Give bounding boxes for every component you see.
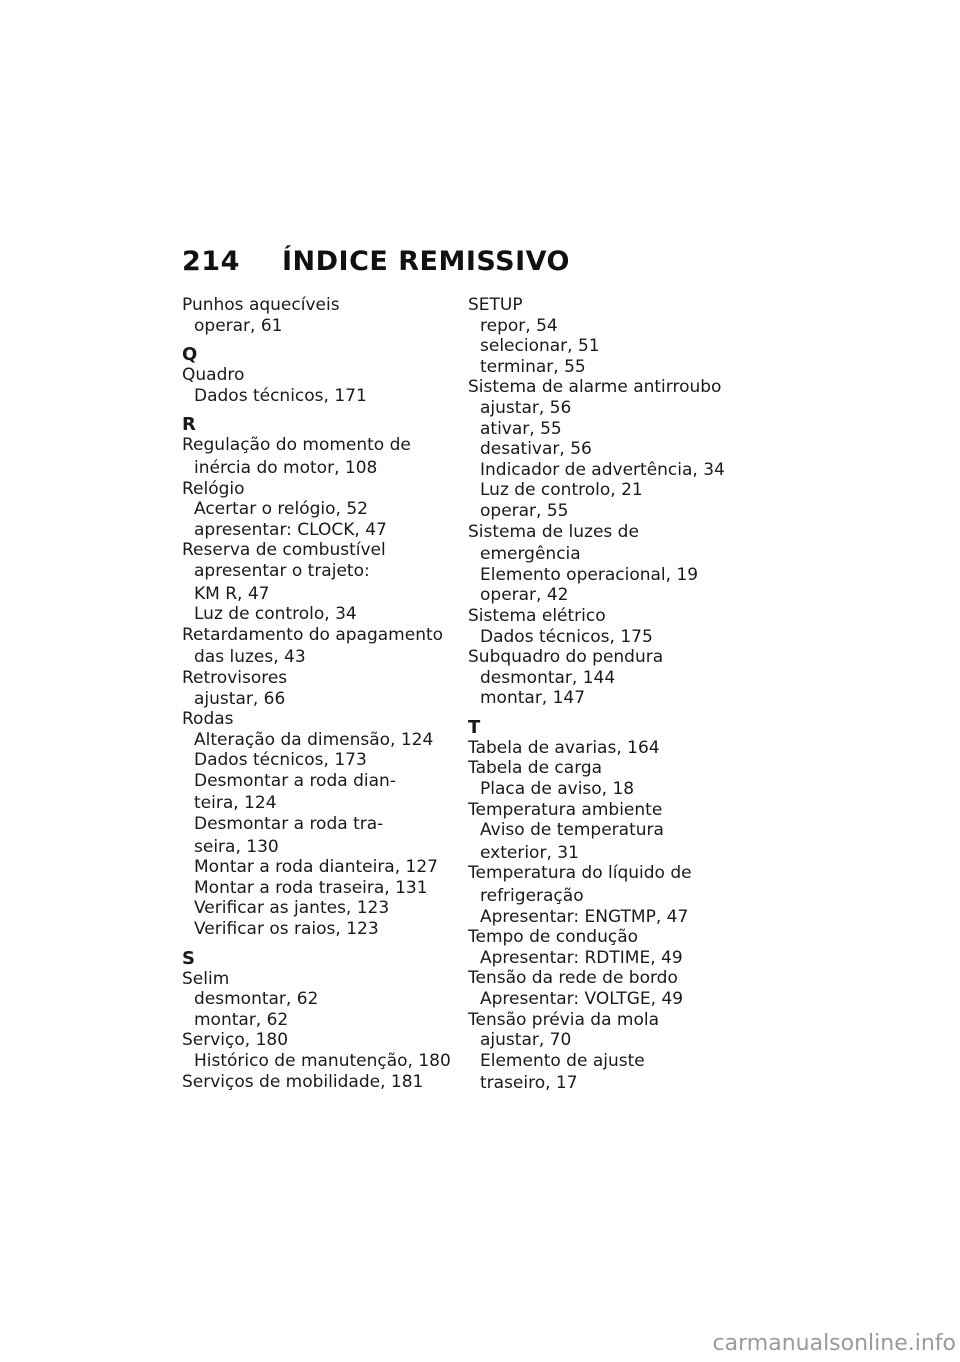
index-subentry: terminar, 55 xyxy=(480,356,586,377)
index-entry: Regulação do momento de xyxy=(182,435,411,456)
index-entry: Tensão da rede de bordo xyxy=(468,968,678,989)
index-subentry: Montar a roda dianteira, 127 xyxy=(194,857,438,878)
page-number: 214 xyxy=(182,246,240,277)
page-header xyxy=(182,246,570,277)
index-subentry: Verificar os raios, 123 xyxy=(194,919,379,940)
index-column-right xyxy=(468,295,748,1094)
index-subentry: Montar a roda traseira, 131 xyxy=(194,877,428,898)
index-entry: Punhos aquecíveis xyxy=(182,295,340,315)
index-entry: Quadro xyxy=(182,365,245,386)
index-entry: Tabela de carga xyxy=(468,758,603,779)
index-entry: Reserva de combustível xyxy=(182,540,386,561)
index-subentry: Apresentar: ENGTMP, 47 xyxy=(480,906,689,927)
index-entry: Sistema elétrico xyxy=(468,605,606,626)
index-subentry: selecionar, 51 xyxy=(480,336,600,357)
index-subentry: teira, 124 xyxy=(194,793,277,814)
index-subentry: traseiro, 17 xyxy=(480,1073,578,1094)
index-subentry: desmontar, 62 xyxy=(194,989,319,1010)
index-entry: Serviço, 180 xyxy=(182,1030,289,1051)
index-subentry: Elemento de ajuste xyxy=(480,1050,645,1071)
index-subentry: KM R, 47 xyxy=(194,583,270,604)
index-subentry: das luzes, 43 xyxy=(194,647,306,668)
index-letter-heading: S xyxy=(182,947,195,969)
index-subentry: Alteração da dimensão, 124 xyxy=(194,729,434,750)
index-entry: Selim xyxy=(182,968,230,989)
index-subentry: operar, 55 xyxy=(480,500,569,521)
index-entry: Tempo de condução xyxy=(468,927,639,948)
index-subentry: Apresentar: RDTIME, 49 xyxy=(480,947,683,968)
index-subentry: Placa de aviso, 18 xyxy=(480,779,635,800)
index-subentry: ajustar, 66 xyxy=(194,688,286,709)
index-entry: Relógio xyxy=(182,478,245,499)
index-subentry: Dados técnicos, 175 xyxy=(480,626,653,647)
index-subentry: desmontar, 144 xyxy=(480,667,616,688)
index-entry: Sistema de alarme antirroubo xyxy=(468,377,722,398)
watermark: carmanualsonline.info xyxy=(712,1331,956,1356)
index-entry: Tabela de avarias, 164 xyxy=(468,737,660,758)
index-subentry: emergência xyxy=(480,544,581,565)
index-entry: Temperatura ambiente xyxy=(468,799,663,820)
index-subentry: Desmontar a roda dian- xyxy=(194,770,396,791)
index-subentry: apresentar o trajeto: xyxy=(194,560,370,581)
index-subentry: Elemento operacional, 19 xyxy=(480,564,699,585)
index-entry: Tensão prévia da mola xyxy=(468,1009,659,1030)
page-title: ÍNDICE REMISSIVO xyxy=(282,246,571,277)
index-subentry: montar, 147 xyxy=(480,688,586,709)
index-letter-heading: R xyxy=(182,414,196,436)
index-subentry: ativar, 55 xyxy=(480,418,562,439)
index-entry: Retrovisores xyxy=(182,667,288,688)
index-subentry: ajustar, 56 xyxy=(480,397,572,418)
index-subentry: Histórico de manutenção, 180 xyxy=(194,1051,451,1071)
index-subentry: Desmontar a roda tra- xyxy=(194,814,384,835)
index-letter-heading: Q xyxy=(182,344,198,366)
index-subentry: Dados técnicos, 173 xyxy=(194,750,367,771)
index-subentry: ajustar, 70 xyxy=(480,1030,572,1051)
index-subentry: apresentar: CLOCK, 47 xyxy=(194,519,387,540)
index-entry: Serviços de mobilidade, 181 xyxy=(182,1071,424,1092)
index-subentry: Dados técnicos, 171 xyxy=(194,385,367,406)
index-subentry: Indicador de advertência, 34 xyxy=(480,459,725,480)
index-entry: SETUP xyxy=(468,295,523,315)
index-subentry: exterior, 31 xyxy=(480,842,579,863)
index-subentry: montar, 62 xyxy=(194,1009,289,1030)
index-subentry: repor, 54 xyxy=(480,315,558,336)
index-subentry: inércia do motor, 108 xyxy=(194,457,378,478)
index-subentry: desativar, 56 xyxy=(480,439,592,460)
index-entry: Temperatura do líquido de xyxy=(468,863,692,884)
index-subentry: Acertar o relógio, 52 xyxy=(194,499,368,520)
index-letter-heading: T xyxy=(468,716,481,738)
index-subentry: Luz de controlo, 34 xyxy=(194,604,357,625)
index-subentry: Luz de controlo, 21 xyxy=(480,480,643,501)
index-entry: Sistema de luzes de xyxy=(468,521,639,542)
index-subentry: Verificar as jantes, 123 xyxy=(194,898,390,919)
index-subentry: operar, 42 xyxy=(480,585,569,606)
index-subentry: Aviso de temperatura xyxy=(480,820,664,841)
index-subentry: Apresentar: VOLTGE, 49 xyxy=(480,989,684,1009)
index-subentry: refrigeração xyxy=(480,886,584,907)
index-subentry: operar, 61 xyxy=(194,315,283,336)
index-subentry: seira, 130 xyxy=(194,836,279,857)
index-column-left xyxy=(182,295,462,1092)
index-entry: Rodas xyxy=(182,709,234,730)
index-entry: Subquadro do pendura xyxy=(468,647,664,668)
index-entry: Retardamento do apagamento xyxy=(182,624,444,645)
